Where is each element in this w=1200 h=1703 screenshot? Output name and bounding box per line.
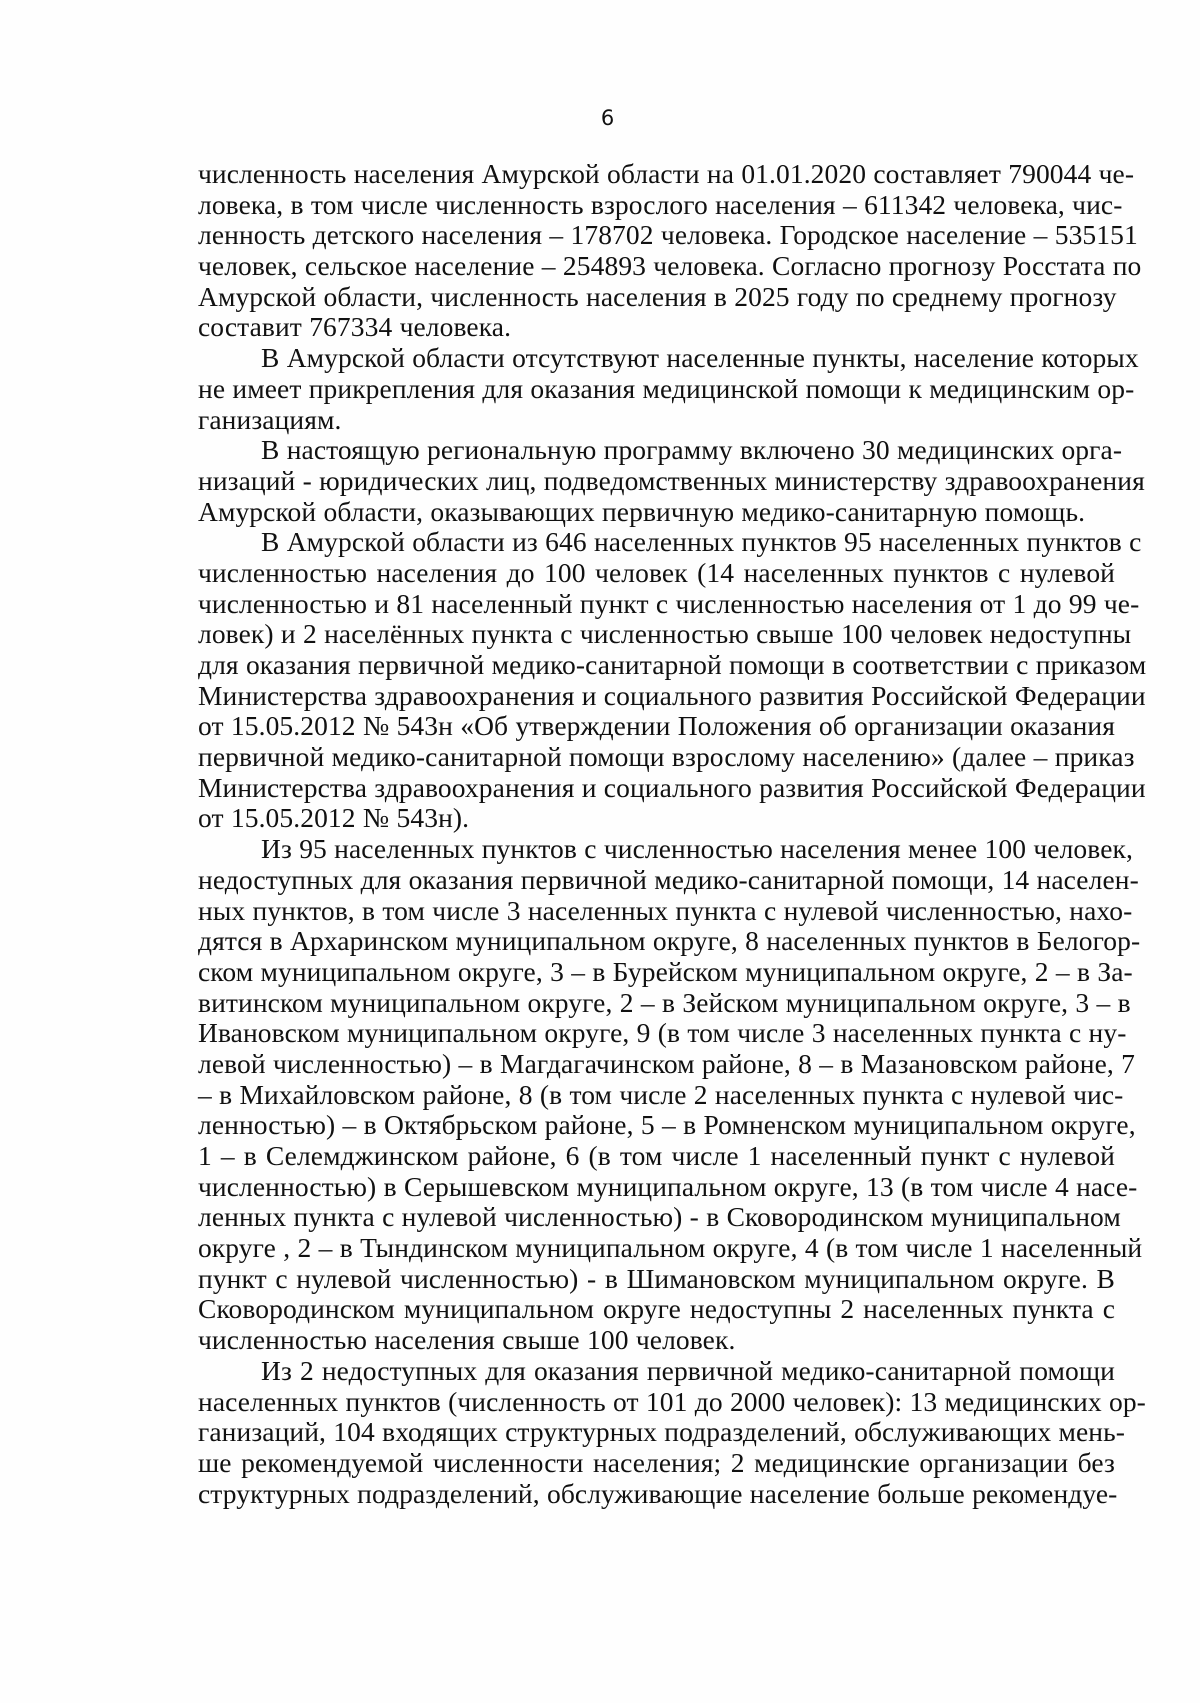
text-line: ленных пункта с нулевой численностью) - в Сковородинском муниципальном [198,1201,1121,1233]
text-line: ленностью) – в Октябрьском районе, 5 – в Ромненском муниципальном округе, [198,1109,1136,1141]
text-line: численностью населения до 100 человек (14 населенных пунктов с нулевой [198,556,1115,588]
text-line: – в Михайловском районе, 8 (в том числе 2 населенных пункта с нулевой чис- [198,1078,1124,1110]
paragraph [198,833,1143,1356]
text-line: В Амурской области из 646 населенных пунктов 95 населенных пунктов с [261,526,1142,558]
text-line: численностью и 81 населенный пункт с численностью населения от 1 до 99 че- [198,587,1140,619]
page-number: 6 [600,106,615,130]
text-line: ганизациям. [198,403,342,435]
text-line: численностью населения свыше 100 человек. [198,1324,736,1356]
text-line: численность населения Амурской области на 01.01.2020 составляет 790044 че- [198,158,1135,189]
text-line: численностью) в Серышевском муниципальном округе, 13 (в том числе 4 насе- [198,1170,1138,1202]
text-line: округе , 2 – в Тындинском муниципальном округе, 4 (в том числе 1 населенный [198,1232,1143,1264]
text-line: составит 767334 человека. [198,311,512,343]
text-line: от 15.05.2012 № 543н). [198,802,470,834]
text-line: Амурской области, оказывающих первичную медико-санитарную помощь. [198,495,1086,527]
text-line: недоступных для оказания первичной медико-санитарной помощи, 14 населен- [198,863,1139,895]
text-line: от 15.05.2012 № 543н «Об утверждении Положения об организации оказания [198,710,1115,742]
text-line: Амурской области, численность населения в 2025 году по среднему прогнозу [198,280,1117,312]
text-line: В настоящую региональную программу включено 30 медицинских орга- [261,434,1123,466]
document-body [198,158,1147,1509]
text-line: ше рекомендуемой численности населения; 2 медицинские организации без [198,1446,1115,1478]
text-line: ском муниципальном округе, 3 – в Бурейском муниципальном округе, 2 – в За- [198,955,1133,987]
text-line: Ивановском муниципальном округе, 9 (в том числе 3 населенных пункта с ну- [198,1017,1127,1049]
text-line: не имеет прикрепления для оказания медицинской помощи к медицинским ор- [198,372,1135,404]
text-line: структурных подразделений, обслуживающие население больше рекомендуе- [198,1477,1118,1509]
text-line: Из 95 населенных пунктов с численностью населения менее 100 человек, [261,833,1133,865]
paragraph [198,434,1145,527]
text-line: дятся в Архаринском муниципальном округе, 8 населенных пунктов в Белогор- [198,925,1141,957]
paragraph [198,1354,1146,1509]
text-line: человек, сельское население – 254893 человека. Согласно прогнозу Росстата по [198,250,1142,282]
text-line: Из 2 недоступных для оказания первичной медико-санитарной помощи [261,1354,1115,1386]
text-line: ловека, в том числе численность взрослого населения – 611342 человека, чис- [198,188,1123,220]
text-line: ленность детского населения – 178702 человека. Городское население – 535151 [198,219,1138,251]
text-line: Министерства здравоохранения и социального развития Российской Федерации [198,679,1146,711]
text-line: Министерства здравоохранения и социального развития Российской Федерации [198,771,1146,803]
text-line: низаций - юридических лиц, подведомственных министерству здравоохранения [198,464,1145,496]
text-line: ловек) и 2 населённых пункта с численностью свыше 100 человек недоступны [198,618,1132,650]
paragraph [198,158,1142,343]
text-line: первичной медико-санитарной помощи взрослому населению» (далее – приказ [198,741,1135,773]
text-line: левой численностью) – в Магдагачинском районе, 8 – в Мазановском районе, 7 [198,1047,1135,1079]
paragraph [198,342,1139,435]
text-line: для оказания первичной медико-санитарной помощи в соответствии с приказом [198,649,1147,680]
text-line: ных пунктов, в том числе 3 населенных пункта с нулевой численностью, нахо- [198,894,1133,926]
text-line: ганизаций, 104 входящих структурных подразделений, обслуживающих мень- [198,1416,1125,1448]
text-line: пункт с нулевой численностью) - в Шимановском муниципальном округе. В [198,1262,1115,1294]
text-line: витинском муниципальном округе, 2 – в Зейском муниципальном округе, 3 – в [198,986,1131,1018]
text-line: В Амурской области отсутствуют населенные пункты, население которых [261,342,1139,374]
paragraph [198,526,1147,834]
text-line: Сковородинском муниципальном округе недоступны 2 населенных пункта с [198,1293,1115,1325]
text-line: населенных пунктов (численность от 101 до 2000 человек): 13 медицинских ор- [198,1385,1146,1417]
text-line: 1 – в Селемджинском районе, 6 (в том числе 1 населенный пункт с нулевой [198,1140,1115,1171]
